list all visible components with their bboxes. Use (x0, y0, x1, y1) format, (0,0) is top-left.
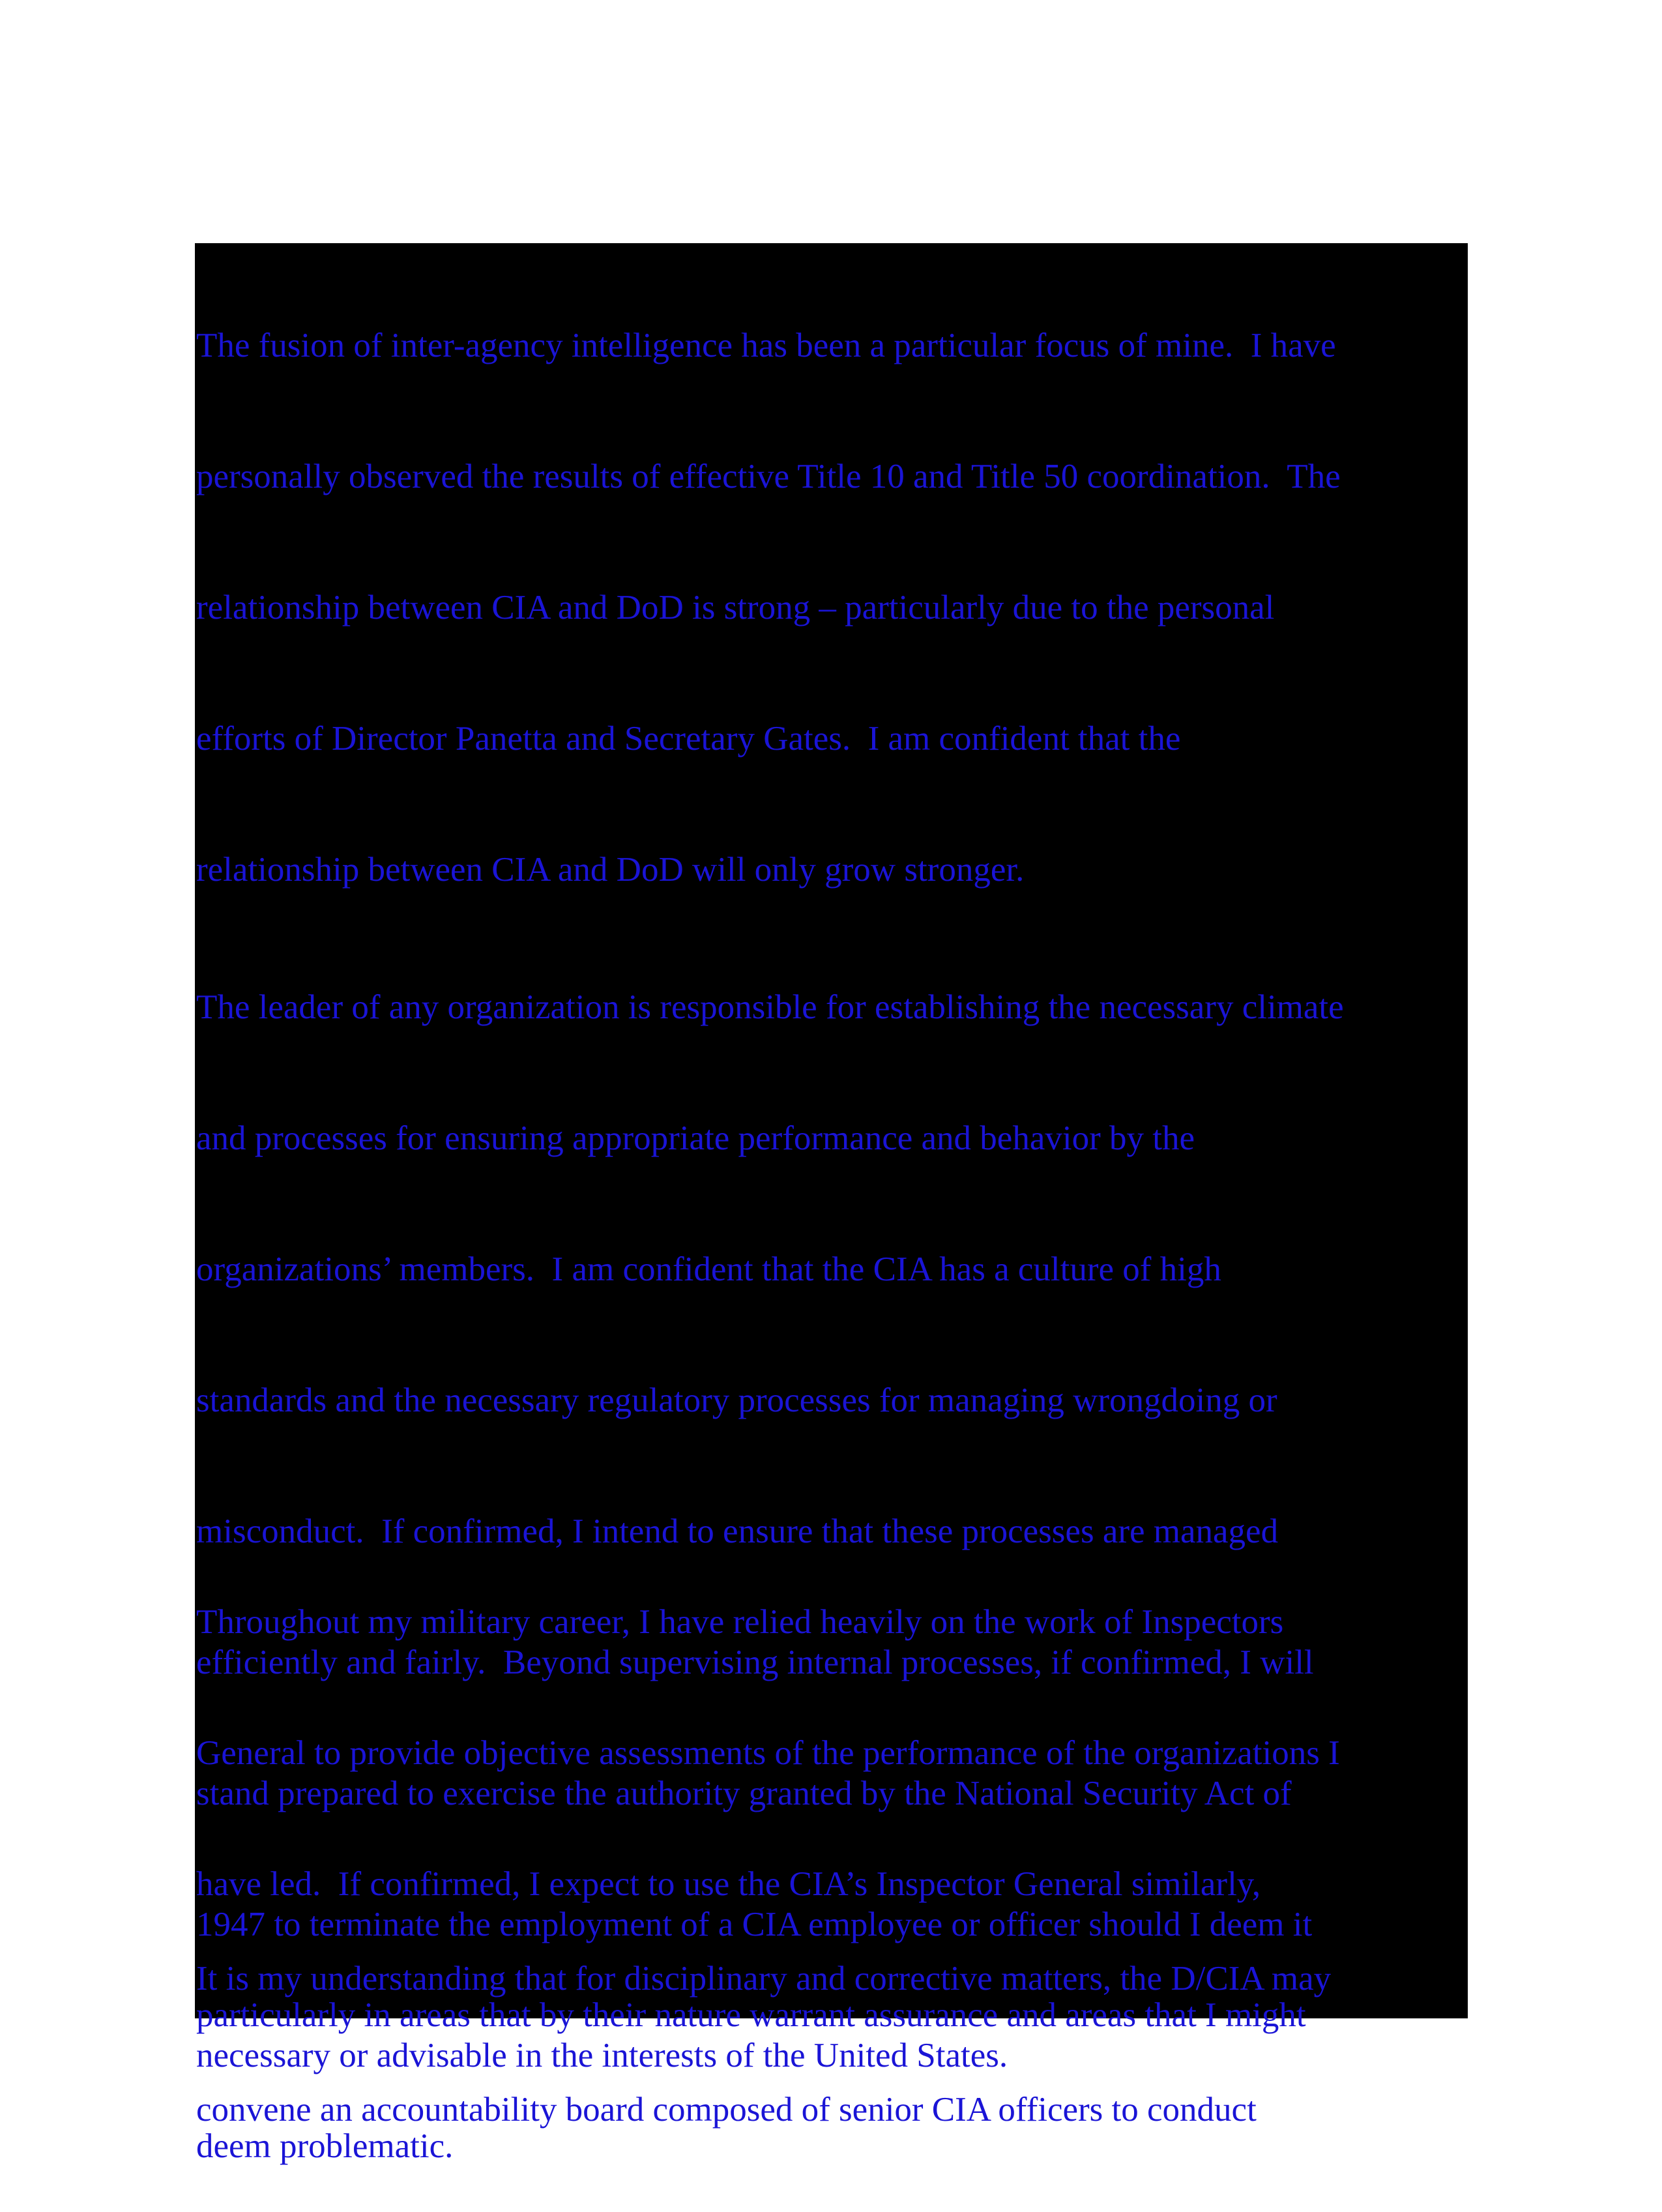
paragraph-line: personally observed the results of effective Title 10 and Title 50 coordination. The (196, 458, 1341, 495)
paragraph-line: and processes for ensuring appropriate performance and behavior by the (196, 1119, 1195, 1157)
paragraph-line: relationship between CIA and DoD is strong – particularly due to the personal (196, 589, 1275, 627)
paragraph-line: It is my understanding that for disciplinary and corrective matters, the D/CIA may (196, 1960, 1332, 1998)
paragraph-line: convene an accountability board composed of senior CIA officers to conduct (196, 2091, 1257, 2129)
paragraph-interagency-intelligence (196, 237, 1474, 936)
paragraph-line: particularly in areas that by their nature warrant assurance and areas that I might (196, 1996, 1306, 2034)
paragraph-line: efforts of Director Panetta and Secretary Gates. I am confident that the (196, 720, 1181, 758)
paragraph-line: Throughout my military career, I have relied heavily on the work of Inspectors (196, 1603, 1284, 1641)
paragraph-line: efficiently and fairly. Beyond supervising internal processes, if confirmed, I will (196, 1644, 1314, 1681)
paragraph-line: have led. If confirmed, I expect to use the CIA’s Inspector General similarly, (196, 1865, 1261, 1903)
paragraph-accountability-board (196, 1870, 1474, 2175)
paragraph-line: The fusion of inter-agency intelligence has been a particular focus of mine. I have (196, 327, 1336, 364)
paragraph-line: General to provide objective assessments of the performance of the organizations I (196, 1734, 1340, 1772)
paragraph-line: necessary or advisable in the interests of the United States. (196, 2037, 1008, 2074)
paragraph-line: deem problematic. (196, 2127, 454, 2165)
paragraph-line: misconduct. If confirmed, I intend to ensure that these processes are managed (196, 1512, 1279, 1550)
paragraph-line: relationship between CIA and DoD will only grow stronger. (196, 851, 1025, 889)
paragraph-line: organizations’ members. I am confident that the CIA has a culture of high (196, 1250, 1221, 1288)
paragraph-line: 1947 to terminate the employment of a CIA employee or officer should I deem it (196, 1906, 1313, 1943)
paragraph-line: stand prepared to exercise the authority granted by the National Security Act of (196, 1775, 1292, 1812)
paragraph-line: The leader of any organization is responsible for establishing the necessary climate (196, 988, 1344, 1026)
paragraph-line: standards and the necessary regulatory processes for managing wrongdoing or (196, 1381, 1277, 1419)
